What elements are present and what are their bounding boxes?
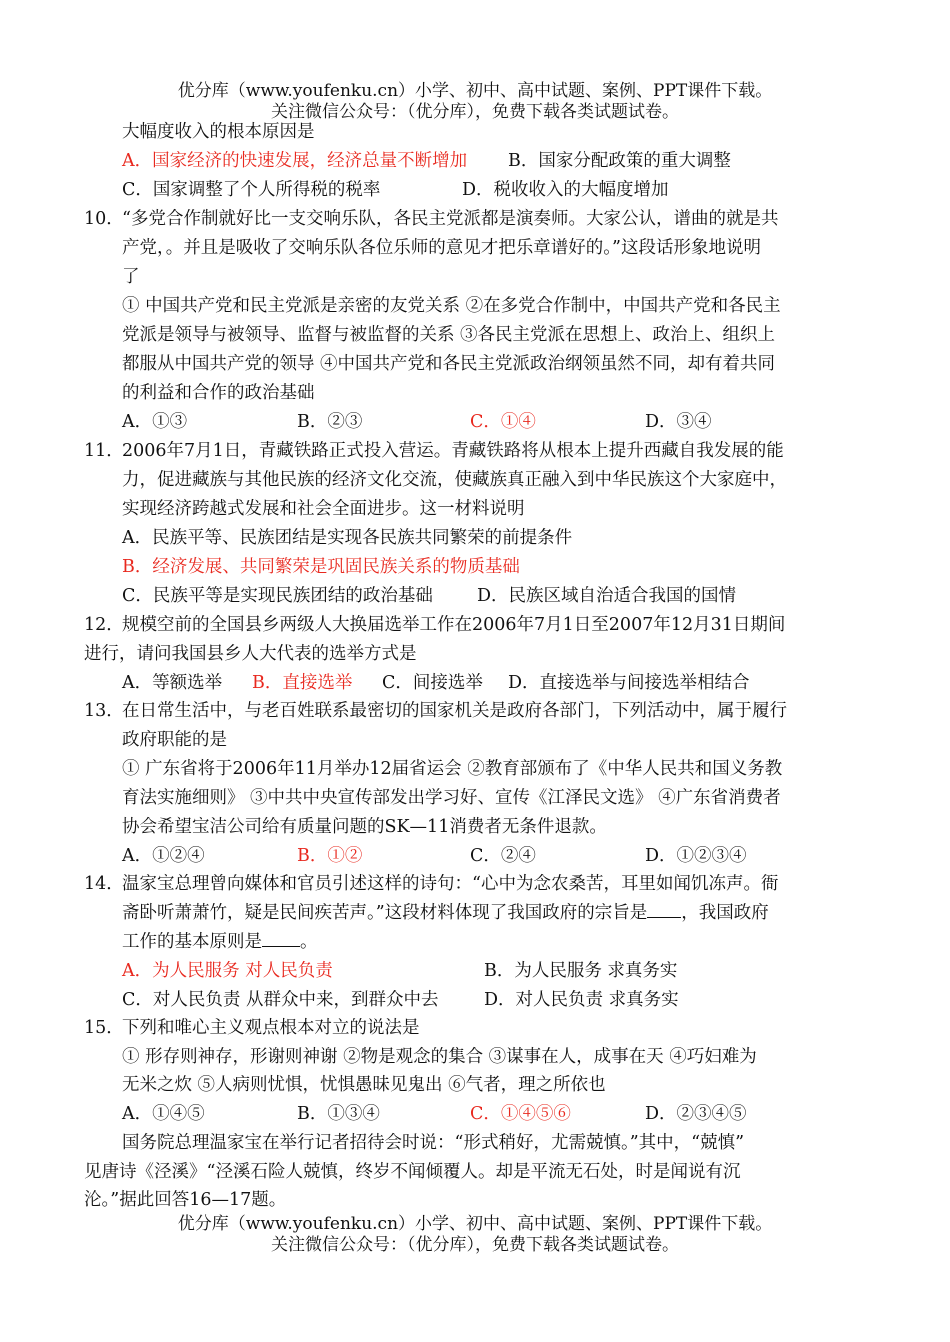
q14-option-d: D．对人民负责 求真务实 — [484, 990, 679, 1010]
q13-statement-1: ① 广东省将于2006年11月举办12届省运会 ②教育部颁布了《中华人民共和国义务教 — [122, 759, 783, 779]
q10-number: 10． — [84, 209, 124, 229]
q9-stem-tail: 大幅度收入的根本原因是 — [122, 122, 315, 142]
q14-stem-3 — [122, 928, 318, 957]
q15-option-d: D．②③④⑤ — [645, 1104, 747, 1124]
q13-option-b: B．①② — [297, 846, 363, 866]
q9-option-b: B．国家分配政策的重大调整 — [508, 151, 731, 171]
q10-stem-2: 产党，。并且是吸收了交响乐队各位乐师的意见才把乐章谱好的。”这段话形象地说明 — [122, 238, 761, 258]
q13-stem-1: 在日常生活中，与老百姓联系最密切的国家机关是政府各部门，下列活动中，属于履行 — [122, 701, 787, 721]
q9-option-d: D．税收收入的大幅度增加 — [462, 180, 669, 200]
q13-option-d: D．①②③④ — [645, 846, 747, 866]
q10-option-d: D．③④ — [645, 412, 712, 432]
q12-option-c: C．间接选举 — [382, 673, 483, 693]
q14-stem-2-text: 斋卧听萧萧竹，疑是民间疾苦声。”这段材料体现了我国政府的宗旨是 — [122, 903, 648, 923]
q12-number: 12． — [84, 615, 124, 635]
q14-option-a: A．为人民服务 对人民负责 — [122, 961, 333, 981]
q13-option-c: C．②④ — [470, 846, 536, 866]
q10-statement-4: 的利益和合作的政治基础 — [122, 383, 315, 403]
q13-option-a: A．①②④ — [122, 846, 205, 866]
q14-stem-1: 温家宝总理曾向媒体和官员引述这样的诗句：“心中为念农桑苦，耳里如闻饥冻声。衙 — [122, 874, 779, 894]
q14-number: 14． — [84, 874, 124, 894]
passage-line-1: 国务院总理温家宝在举行记者招待会时说：“形式稍好，尤需兢慎。”其中，“兢慎” — [122, 1133, 745, 1153]
q12-option-b: B．直接选举 — [252, 673, 353, 693]
q11-option-a: A．民族平等、民族团结是实现各民族共同繁荣的前提条件 — [122, 528, 573, 548]
q12-stem-2: 进行，请问我国县乡人大代表的选举方式是 — [84, 644, 417, 664]
q15-number: 15． — [84, 1018, 124, 1038]
header-line-1: 优分库（www.youfenku.cn）小学、初中、高中试题、案例、PPT课件下载。 — [177, 81, 773, 101]
q15-stem-1: 下列和唯心主义观点根本对立的说法是 — [122, 1018, 420, 1038]
q14-stem-3-text: 工作的基本原则是 — [122, 932, 262, 952]
answer-blank-2 — [262, 928, 300, 947]
answer-blank-1 — [647, 899, 681, 918]
footer-line-1: 优分库（www.youfenku.cn）小学、初中、高中试题、案例、PPT课件下载。 — [177, 1214, 773, 1234]
header-line-2: 关注微信公众号：（优分库），免费下载各类试题试卷。 — [271, 102, 679, 122]
q11-stem-3: 实现经济跨越式发展和社会全面进步。这一材料说明 — [122, 499, 525, 519]
passage-line-3: 沦。”据此回答16—17题。 — [84, 1190, 287, 1210]
q11-option-b: B．经济发展、共同繁荣是巩固民族关系的物质基础 — [122, 557, 520, 577]
q10-option-c: C．①④ — [470, 412, 536, 432]
q12-option-d: D．直接选举与间接选举相结合 — [508, 673, 750, 693]
q10-statement-3: 都服从中国共产党的领导 ④中国共产党和各民主党派政治纲领虽然不同，却有着共同 — [122, 354, 776, 374]
q13-statement-3: 协会希望宝洁公司给有质量问题的SK—11消费者无条件退款。 — [122, 817, 607, 837]
q10-stem-1: “多党合作制就好比一支交响乐队，各民主党派都是演奏师。大家公认，谱曲的就是共 — [122, 209, 779, 229]
q14-stem-3-tail: 。 — [300, 932, 318, 952]
q13-statement-2: 育法实施细则》 ③中共中央宣传部发出学习好、宣传《江泽民文选》 ④广东省消费者 — [122, 788, 781, 808]
q10-statement-2: 党派是领导与被领导、监督与被监督的关系 ③各民主党派在思想上、政治上、组织上 — [122, 325, 776, 345]
q12-option-a: A．等额选举 — [122, 673, 223, 693]
q11-stem-1: 2006年7月1日，青藏铁路正式投入营运。青藏铁路将从根本上提升西藏自我发展的能 — [122, 441, 784, 461]
q15-option-b: B．①③④ — [297, 1104, 380, 1124]
q11-number: 11． — [84, 441, 124, 461]
passage-line-2: 见唐诗《泾溪》“泾溪石险人兢慎，终岁不闻倾覆人。却是平流无石处，时是闻说有沉 — [84, 1162, 741, 1182]
q14-option-b: B．为人民服务 求真务实 — [484, 961, 678, 981]
footer-line-2: 关注微信公众号：（优分库），免费下载各类试题试卷。 — [271, 1235, 679, 1255]
q11-option-d: D．民族区域自治适合我国的国情 — [477, 586, 737, 606]
q14-stem-2-tail: ，我国政府 — [681, 903, 769, 923]
q10-stem-3: 了 — [122, 267, 140, 287]
q10-option-b: B．②③ — [297, 412, 363, 432]
q15-option-c: C．①④⑤⑥ — [470, 1104, 571, 1124]
q14-stem-2 — [122, 899, 769, 928]
q15-option-a: A．①④⑤ — [122, 1104, 205, 1124]
q10-statement-1: ① 中国共产党和民主党派是亲密的友党关系 ②在多党合作制中，中国共产党和各民主 — [122, 296, 781, 316]
q13-stem-2: 政府职能的是 — [122, 730, 227, 750]
q12-stem-1: 规模空前的全国县乡两级人大换届选举工作在2006年7月1日至2007年12月31日期间 — [122, 615, 786, 635]
q9-option-c: C．国家调整了个人所得税的税率 — [122, 180, 381, 200]
q11-option-c: C．民族平等是实现民族团结的政治基础 — [122, 586, 433, 606]
q14-option-c: C．对人民负责 从群众中来，到群众中去 — [122, 990, 439, 1010]
q13-number: 13． — [84, 701, 124, 721]
q15-statement-2: 无米之炊 ⑤人病则忧惧，忧惧愚昧见鬼出 ⑥气者，理之所依也 — [122, 1075, 606, 1095]
q11-stem-2: 力，促进藏族与其他民族的经济文化交流，使藏族真正融入到中华民族这个大家庭中， — [122, 470, 787, 490]
q9-option-a: A．国家经济的快速发展，经济总量不断增加 — [122, 151, 468, 171]
q10-option-a: A．①③ — [122, 412, 188, 432]
q15-statement-1: ① 形存则神存，形谢则神谢 ②物是观念的集合 ③谋事在人，成事在天 ④巧妇难为 — [122, 1047, 757, 1067]
